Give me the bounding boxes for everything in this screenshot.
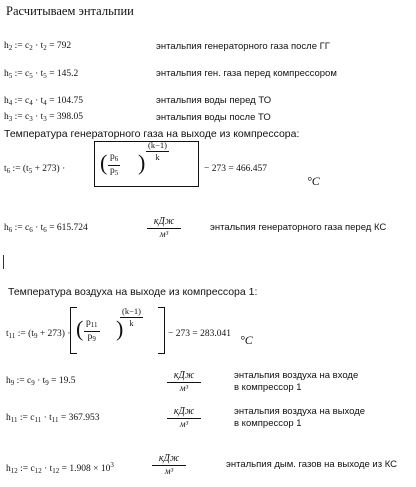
h5-description: энтальпия ген. газа перед компрессором (156, 68, 337, 79)
h11-unit: кДж м³ (167, 406, 201, 430)
section2-heading: Температура воздуха на выходе из компрессора 1: (8, 286, 258, 298)
section1-heading: Температура генераторного газа на выходе из компрессора: (4, 128, 300, 140)
h4-formula: $h_4$ := $c_4 \cdot t_4 = 104.75$ (4, 96, 84, 107)
h2-formula: $h_2$ := $c_2 \cdot t_2 = 792$ (4, 41, 72, 52)
page-title: Расчитываем энтальпии (6, 4, 134, 18)
h6-formula: $h_6$ := $c_6 \cdot t_6 = 615.724$ (4, 223, 88, 234)
h5-formula: $h_5$ := $c_5 \cdot t_5 = 145.2$ (4, 69, 79, 80)
h6-description: энтальпия генераторного газа перед КС (210, 222, 387, 233)
h9-description: энтальпия воздуха на входе в компрессор 1 (234, 370, 359, 393)
h12-formula: $h_{12}$ := $c_{12} \cdot t_{12} = 1.908 \times 10^3$ (6, 461, 114, 476)
h12-unit: кДж м³ (152, 453, 186, 477)
t6-exponent: $\frac{(k-1)}{k}$ (148, 140, 167, 162)
t11-exponent: $\frac{(k-1)}{k}$ (122, 306, 141, 328)
h6-unit: кДж м³ (147, 216, 181, 240)
h11-description: энтальпия воздуха на выходе в компрессор 1 (234, 406, 366, 429)
h3-formula: $h_3$ := $c_3 \cdot t_3 = 398.05$ (4, 112, 84, 123)
t6-lhs: $t_6$ := $(t_5 + 273)$ · (4, 164, 66, 175)
t11-pressure-ratio: $\frac{p_{11}}{p_9}$ (86, 318, 98, 343)
t11-unit: °C (240, 333, 253, 347)
t11-outer-bracket-right (158, 307, 165, 354)
h3-description: энтальпия воды после ТО (156, 112, 271, 123)
t11-paren-right: ) (116, 316, 124, 341)
t6-unit: °C (307, 174, 320, 188)
t11-paren-left: ( (76, 316, 84, 341)
h12-description: энтальпия дым. газов на выходе из КС (226, 459, 397, 470)
h11-formula: $h_{11}$ := $c_{11} \cdot t_{11} = 367.953$ (6, 413, 100, 424)
t11-lhs: $t_{11}$ := $(t_9 + 273)$ · (6, 329, 71, 340)
h4-description: энтальпия воды перед ТО (156, 95, 272, 106)
t6-paren-right: ) (138, 150, 146, 175)
t6-outer-bracket-right (193, 141, 199, 187)
region-marker (3, 255, 4, 269)
t6-tail: − 273 = 466.457 (204, 164, 267, 174)
h9-unit: кДж м³ (167, 370, 201, 394)
h9-formula: $h_9$ := $c_9 \cdot t_9 = 19.5$ (6, 376, 76, 387)
t6-paren-left: ( (100, 150, 108, 175)
t11-tail: − 273 = 283.041 (168, 329, 231, 339)
t6-pressure-ratio: $\frac{p_6}{p_5}$ (110, 152, 119, 177)
h2-description: энтальпия генераторного газа после ГГ (156, 41, 330, 52)
